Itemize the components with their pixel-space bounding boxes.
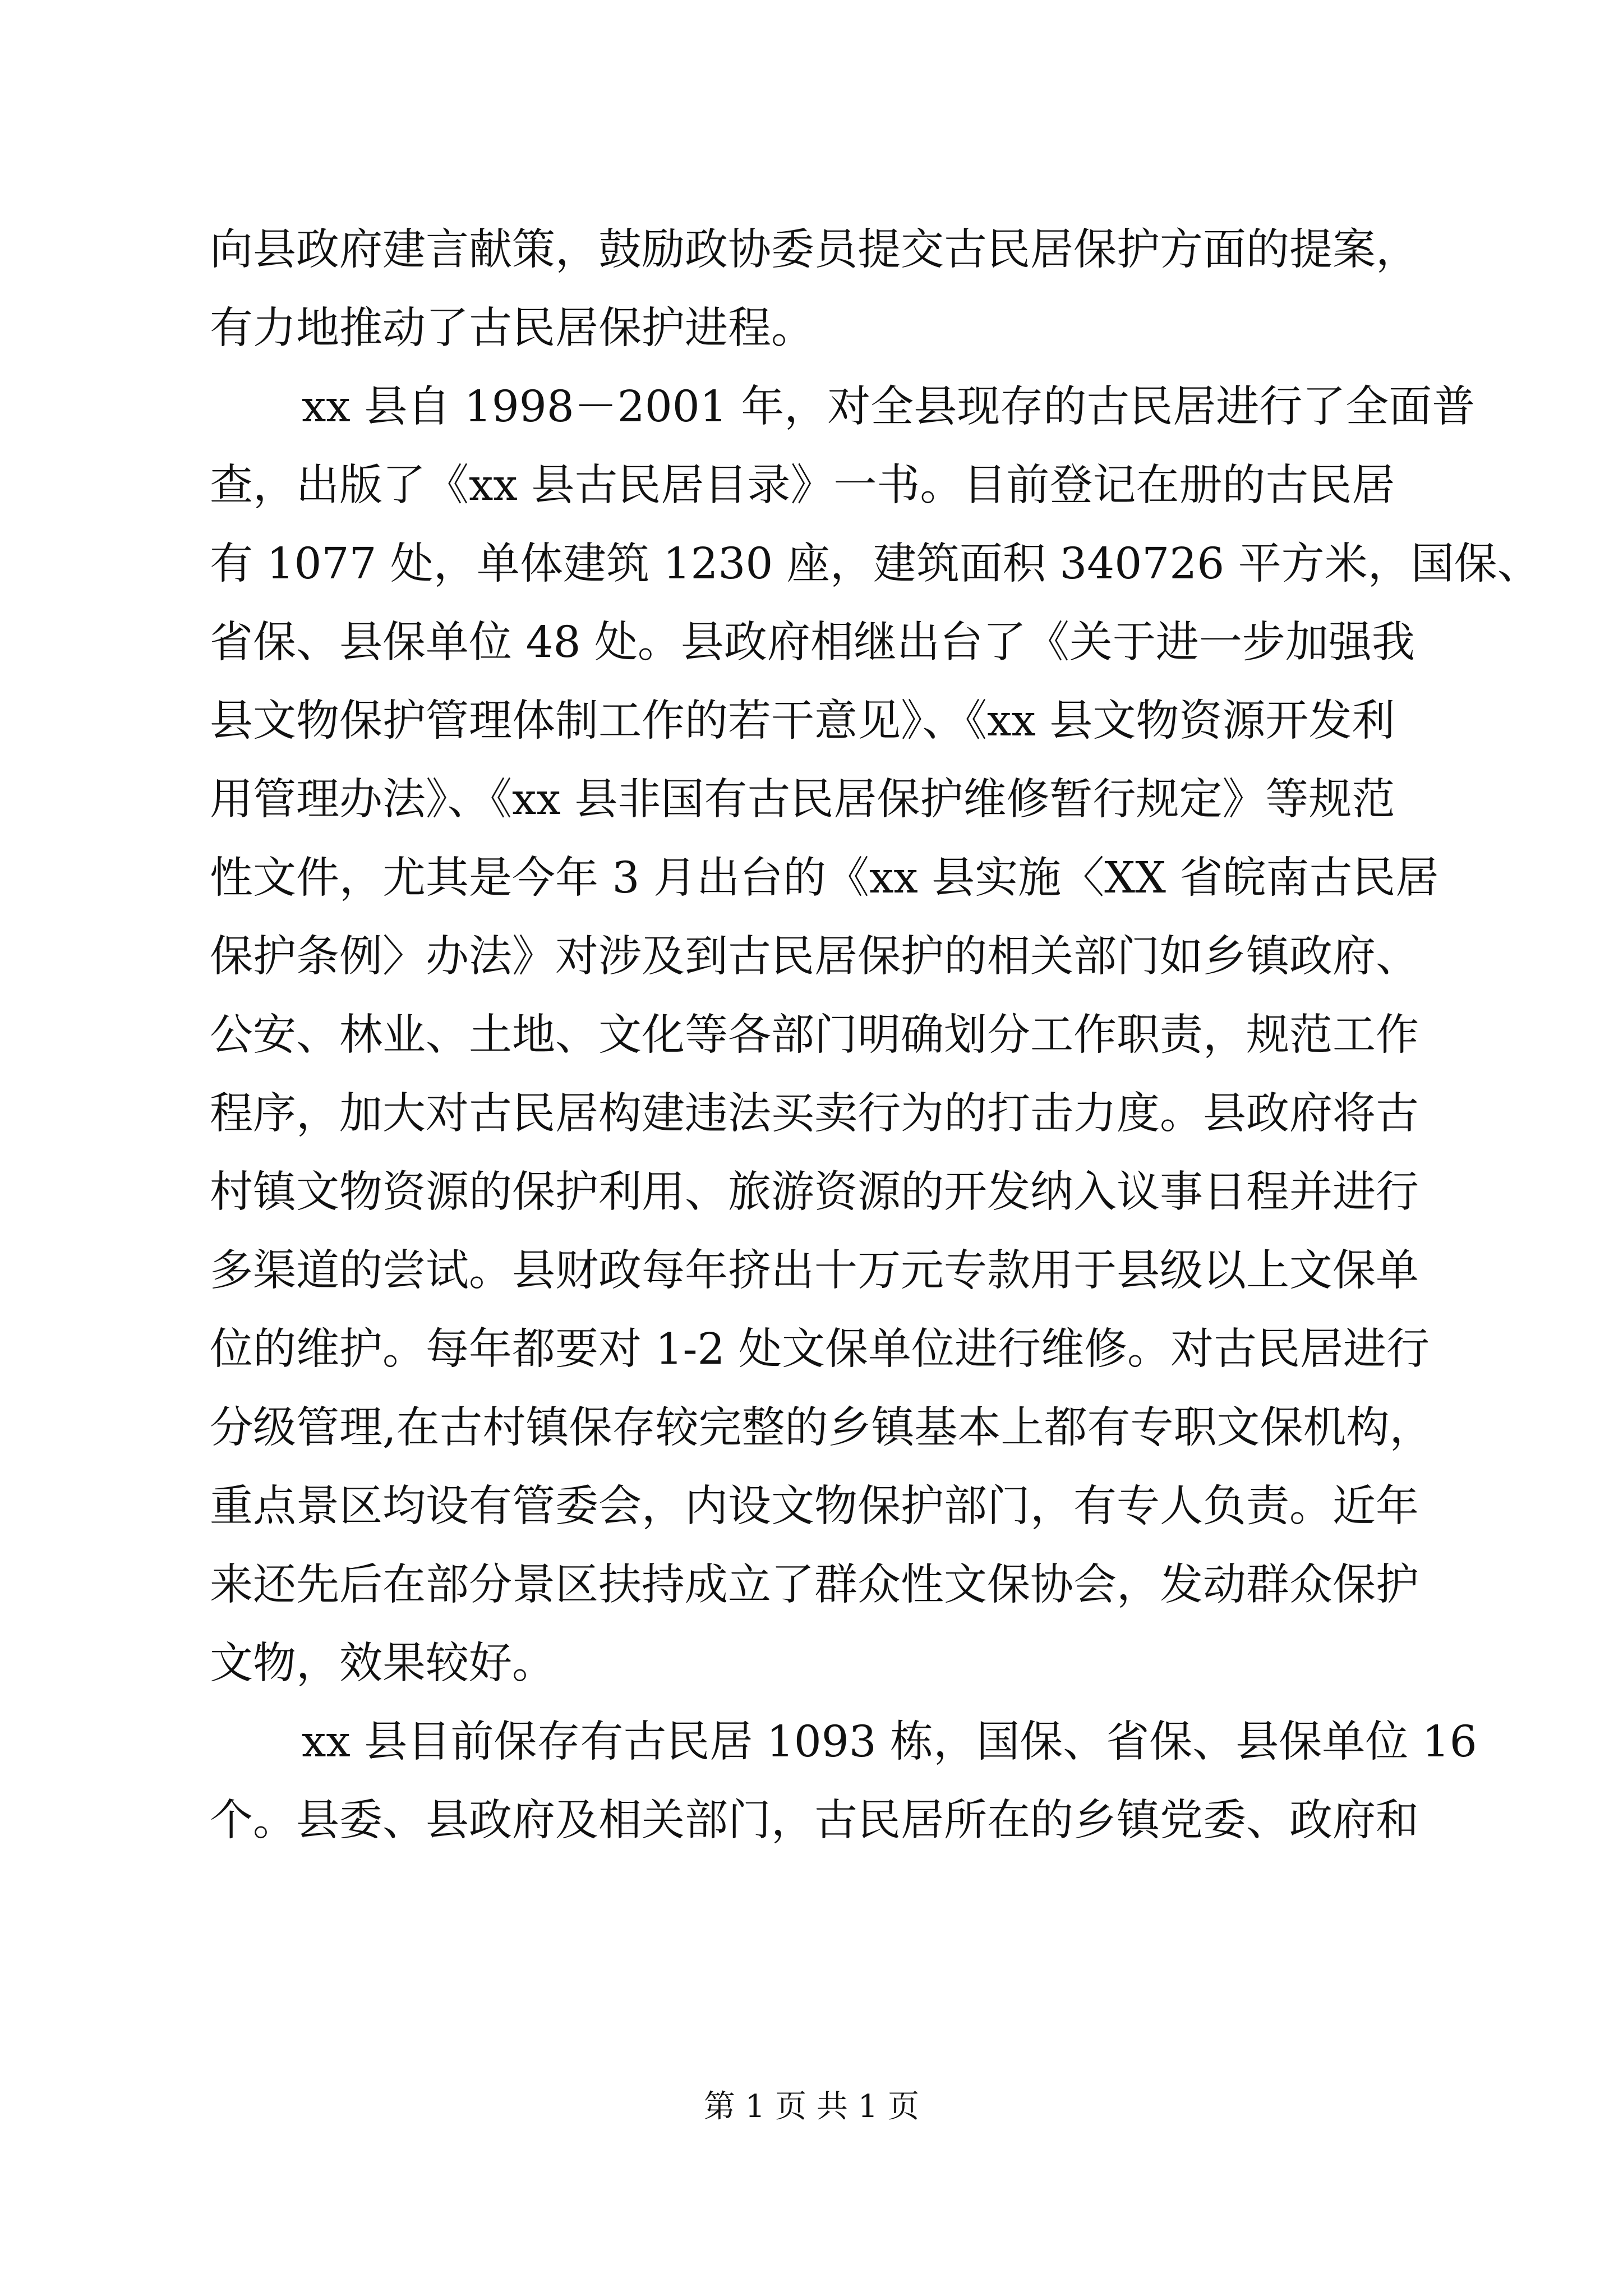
paragraph-first-line: xx 县自 1998－2001 年，对全县现存的古民居进行了全面普 [302, 382, 1476, 432]
text-line: 分级管理,在古村镇保存较完整的乡镇基本上都有专职文保机构， [210, 1403, 1433, 1453]
text-line: 公安、林业、土地、文化等各部门明确划分工作职责，规范工作 [210, 1010, 1419, 1060]
text-line: 性文件，尤其是今年 3 月出台的《xx 县实施〈XX 省皖南古民居 [210, 853, 1439, 903]
text-line: 向县政府建言献策，鼓励政协委员提交古民居保护方面的提案， [210, 225, 1419, 275]
text-line: 来还先后在部分景区扶持成立了群众性文保协会，发动群众保护 [210, 1560, 1419, 1610]
text-line: 省保、县保单位 48 处。县政府相继出台了《关于进一步加强我 [210, 618, 1415, 668]
text-line: 有 1077 处，单体建筑 1230 座，建筑面积 340726 平方米，国保、 [210, 539, 1541, 589]
text-line: 县文物保护管理体制工作的若干意见》、《xx 县文物资源开发利 [210, 696, 1395, 746]
text-line: 查，出版了《xx 县古民居目录》一书。目前登记在册的古民居 [210, 461, 1395, 510]
text-line: 个。县委、县政府及相关部门，古民居所在的乡镇党委、政府和 [210, 1796, 1419, 1846]
text-line: 位的维护。每年都要对 1-2 处文保单位进行维修。对古民居进行 [210, 1324, 1430, 1374]
text-line: 保护条例〉办法》对涉及到古民居保护的相关部门如乡镇政府、 [210, 932, 1419, 982]
text-line: 有力地推动了古民居保护进程。 [210, 303, 814, 353]
text-line: 文物，效果较好。 [210, 1639, 555, 1688]
text-line: 多渠道的尝试。县财政每年挤出十万元专款用于县级以上文保单 [210, 1246, 1419, 1296]
text-line: 程序，加大对古民居构建违法买卖行为的打击力度。县政府将古 [210, 1089, 1419, 1139]
page-footer: 第 1 页 共 1 页 [703, 2088, 920, 2125]
text-line: 用管理办法》、《xx 县非国有古民居保护维修暂行规定》等规范 [210, 775, 1395, 825]
text-line: 重点景区均设有管委会，内设文物保护部门，有专人负责。近年 [210, 1481, 1419, 1531]
text-line: 村镇文物资源的保护利用、旅游资源的开发纳入议事日程并进行 [210, 1167, 1419, 1217]
paragraph-first-line: xx 县目前保存有古民居 1093 栋，国保、省保、县保单位 16 [302, 1717, 1477, 1767]
